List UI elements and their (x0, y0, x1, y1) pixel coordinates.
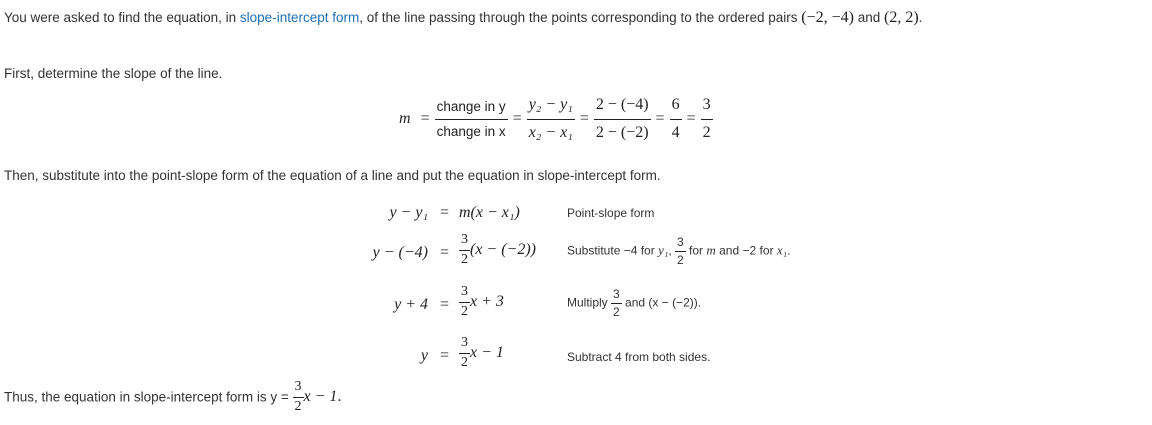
fraction-three-halves (611, 288, 622, 318)
derivation-row-substitute (0, 233, 1152, 277)
note-text: and −2 for (715, 243, 777, 258)
fraction-numerator: 6 (670, 97, 682, 120)
fraction-denominator: 2 (461, 303, 468, 319)
fraction-numerator: y₂ − y₁ (527, 97, 575, 120)
row-lhs: y + 4 (394, 296, 428, 313)
fraction-six-fourths (670, 97, 682, 142)
fraction-three-halves (459, 233, 470, 267)
row-rhs (459, 285, 504, 319)
row-rhs-expression: (x − (−2)) (470, 240, 537, 258)
final-expression: x − 1 (303, 388, 338, 406)
fraction-denominator: 2 (461, 251, 468, 267)
row-rhs-expression: x − 1 (470, 343, 504, 361)
step-one-text: First, determine the slope of the line. (4, 66, 223, 81)
derivation-row-multiply (0, 285, 1152, 329)
step-two-text: Then, substitute into the point-slope form of the equation of a line and put the equation in slope-intercept form. (4, 168, 661, 183)
fraction-numerator: 2 − (−4) (594, 97, 651, 120)
fraction-numerator: 3 (459, 233, 470, 251)
equals-sign: = (440, 244, 450, 261)
fraction-denominator: 4 (671, 123, 680, 141)
final-period: . (337, 388, 342, 406)
fraction-change-in-y-over-x (435, 100, 508, 139)
point-one: (−2, −4) (801, 9, 854, 26)
derivation-row-subtract (0, 336, 1152, 380)
fraction-numerator: 3 (611, 288, 622, 304)
fraction-three-halves (459, 285, 470, 319)
fraction-difference-formula (527, 97, 575, 142)
note-text: , (668, 243, 676, 258)
equals-sign: = (655, 110, 665, 128)
fraction-three-halves (701, 97, 713, 142)
intro-text-end: . (918, 10, 923, 25)
fraction-denominator: change in x (436, 123, 506, 139)
intro-text-middle: , of the line passing through the points corresponding to the ordered pairs (359, 10, 802, 25)
note-text: for (685, 243, 707, 258)
fraction-denominator: 2 (702, 123, 711, 141)
equals-sign: = (686, 110, 696, 128)
row-lhs: y − (−4) (372, 244, 428, 261)
point-two: (2, 2) (884, 9, 919, 26)
row-note (567, 236, 790, 266)
note-text: Substitute −4 for (567, 243, 659, 258)
fraction-substituted (594, 97, 651, 142)
equals-sign: = (440, 296, 450, 313)
equals-sign: = (512, 110, 522, 128)
row-rhs: m(x − x₁) (459, 204, 520, 221)
fraction-numerator: change in y (435, 100, 508, 120)
equals-sign: = (420, 110, 430, 128)
fraction-denominator: 2 (613, 304, 620, 319)
fraction-numerator: 3 (293, 380, 304, 398)
fraction-denominator: 2 (677, 252, 684, 267)
fraction-numerator: 3 (459, 285, 470, 303)
note-text: Multiply (567, 295, 612, 310)
row-lhs: y − y₁ (389, 204, 428, 221)
slope-intercept-form-link[interactable]: slope-intercept form (239, 10, 360, 25)
fraction-denominator: x₂ − x₁ (528, 123, 573, 141)
row-rhs-expression: x + 3 (470, 292, 504, 310)
final-text: Thus, the equation in slope-intercept form is y = (4, 389, 293, 405)
final-answer-line (4, 380, 341, 414)
slope-symbol: m (399, 110, 411, 128)
row-lhs: y (420, 347, 428, 364)
fraction-denominator: 2 (294, 398, 302, 414)
note-text: . (787, 243, 791, 258)
fraction-numerator: 3 (675, 236, 686, 252)
note-variable: m (706, 242, 716, 258)
fraction-denominator: 2 − (−2) (595, 123, 649, 141)
fraction-three-halves (459, 336, 470, 370)
fraction-denominator: 2 (461, 354, 468, 370)
fraction-numerator: 3 (459, 336, 470, 354)
row-note (567, 288, 701, 318)
row-rhs (459, 233, 536, 267)
slope-equation (399, 97, 713, 142)
equals-sign: = (440, 347, 450, 364)
intro-text-start: You were asked to find the equation, in (4, 10, 240, 25)
fraction-three-halves (293, 380, 304, 414)
fraction-numerator: 3 (701, 97, 713, 120)
note-variable: x₁ (776, 242, 788, 258)
note-text: and (x − (−2)). (621, 295, 702, 310)
row-note: Subtract 4 from both sides. (567, 350, 711, 364)
equals-sign: = (579, 110, 589, 128)
fraction-three-halves (675, 236, 686, 266)
row-rhs (459, 336, 504, 370)
equals-sign: = (440, 204, 450, 221)
derivation-row-point-slope (0, 204, 1152, 226)
intro-paragraph (4, 9, 922, 27)
note-variable: y₁ (658, 242, 669, 258)
row-note: Point-slope form (567, 206, 655, 220)
intro-text-and: and (853, 10, 885, 25)
